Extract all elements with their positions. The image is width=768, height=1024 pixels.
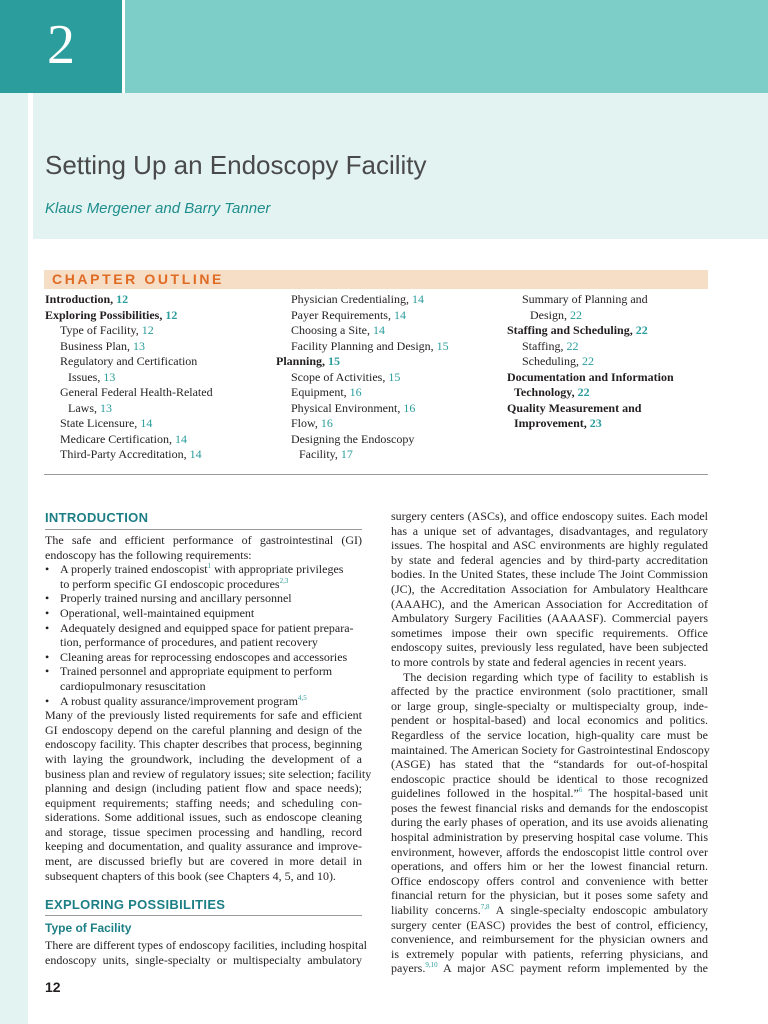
citation: 4,5: [297, 693, 307, 702]
text-line: [391, 509, 708, 524]
text-run: is extremely popular with patients, referring physicians, and: [391, 946, 708, 961]
outline-heading: CHAPTER OUTLINE: [52, 271, 224, 287]
text-line: endoscopy facility. This chapter describes that process, beginning: [45, 737, 362, 752]
text-line: [391, 743, 708, 758]
outline-item-page: 14: [411, 292, 424, 306]
text-line: [60, 591, 362, 606]
text-line: [60, 694, 362, 709]
text-line: business plan and review of regulatory issues; site selection; facility: [45, 766, 372, 781]
outline-item-label: State Licensure,: [60, 416, 138, 430]
bullet-item: [45, 606, 362, 621]
text-run: during the early phases of operation, and its use avoids alienating: [391, 815, 708, 830]
text-run: tion, performance of procedures, and patient recovery: [60, 635, 318, 650]
outline-item-page: 22: [566, 338, 579, 353]
outline-item-page: 16: [403, 400, 416, 415]
type-of-facility-heading: Type of Facility: [45, 921, 132, 935]
text-line: endoscopy units, single-specialty or multispecialty ambulatory: [45, 952, 362, 967]
text-run: financial return for the physician, but it poses some safety and: [391, 888, 708, 903]
text-run: convenience, and reimbursement for the physician owners and: [391, 932, 708, 947]
outline-item-label: Staffing,: [522, 338, 564, 353]
text-run: with appropriate privileges: [211, 562, 344, 577]
text-line: [391, 597, 708, 612]
text-line: [391, 538, 708, 553]
text-run: endoscopy suites, previously less regulated, have been subjected: [391, 640, 708, 655]
heading-rule: [45, 915, 362, 916]
text-run: Office endoscopy offers control and convenience with better: [391, 873, 708, 888]
text-run: to perform specific GI endoscopic procedures: [60, 576, 280, 591]
outline-item-page: 13: [103, 369, 116, 384]
outline-item-label: Introduction,: [45, 292, 114, 306]
outline-item[interactable]: [45, 308, 213, 324]
bullet-dot: •: [45, 591, 50, 606]
outline-item[interactable]: [45, 385, 213, 401]
text-line: [391, 845, 708, 860]
outline-item-page: 14: [393, 307, 406, 322]
text-line: [60, 635, 362, 650]
text-line: with laying the groundwork, including the development of a: [45, 751, 362, 766]
text-line: [391, 801, 708, 816]
introduction-body: [45, 533, 372, 883]
outline-item-page: 14: [140, 416, 153, 430]
text-run: The decision regarding which type of facility to establish is: [403, 669, 708, 684]
text-run: Properly trained nursing and ancillary personnel: [60, 591, 292, 606]
outline-item-label: Planning,: [276, 354, 326, 368]
text-line: [60, 679, 362, 694]
outline-item-label: Technology,: [514, 385, 575, 399]
outline-item[interactable]: [276, 354, 449, 370]
outline-item[interactable]: [507, 354, 674, 370]
outline-item[interactable]: [507, 292, 674, 308]
exploring-possibilities-heading: EXPLORING POSSIBILITIES: [45, 897, 226, 912]
text-run: poses the fewest financial risks and demands for the endoscopist: [391, 800, 708, 815]
text-run: A single-specialty endoscopic ambulatory: [489, 903, 708, 918]
page-number: 12: [45, 979, 61, 995]
text-run: hospital administration by preserving hospital case volume. This: [391, 830, 708, 845]
outline-item-page: 22: [582, 354, 594, 368]
text-run: (ASGE) has stated that the “standards for out-of-hospital: [391, 757, 708, 772]
citation: 2,3: [279, 576, 289, 585]
outline-item-page: 14: [174, 431, 187, 446]
outline-item[interactable]: [507, 385, 674, 401]
outline-item[interactable]: [45, 432, 213, 448]
outline-item-label: Improvement,: [514, 416, 587, 430]
chapter-authors: Klaus Mergener and Barry Tanner: [45, 200, 271, 217]
text-line: [391, 728, 708, 743]
text-line: [391, 815, 708, 830]
text-line: [391, 567, 708, 582]
text-line: [391, 830, 708, 845]
citation: 7,8: [480, 903, 490, 912]
text-run: A major ASC payment reform implemented by the: [437, 961, 708, 976]
text-line: [391, 640, 708, 655]
text-line: [60, 621, 362, 636]
text-run: (JC), the Accreditation Association for Ambulatory Healthcare: [391, 581, 708, 596]
text-line: endoscopy has the following requirements:: [45, 547, 252, 562]
outline-item[interactable]: [507, 308, 674, 324]
text-line: planning and design (including patient flow and space needs);: [45, 781, 362, 796]
text-run: cardiopulmonary resuscitation: [60, 678, 206, 693]
outline-item[interactable]: [507, 401, 674, 417]
text-line: GI endoscopy depend on the careful planning and design of the: [45, 722, 362, 737]
outline-item[interactable]: [45, 339, 213, 355]
text-run: surgery centers (ASCs), and office endoscopy suites. Each model: [391, 509, 708, 523]
outline-item-page: 15: [328, 354, 341, 368]
text-line: keeping and documentation, and quality assurance and improve-: [45, 839, 362, 854]
chapter-number: 2: [47, 14, 75, 76]
text-run: affected by the practice environment (solo practitioner, small: [391, 684, 708, 699]
text-line: and storage, tissue specimen processing and handling, record: [45, 824, 362, 839]
text-run: payers.: [391, 961, 426, 976]
outline-item-label: Scheduling,: [522, 354, 579, 368]
outline-item-label: Physician Credentialing,: [291, 292, 409, 306]
outline-item-label: Choosing a Site,: [291, 323, 371, 337]
text-line: [391, 961, 708, 976]
outline-item-page: 12: [141, 323, 154, 337]
text-line: [391, 786, 708, 801]
text-line: [391, 626, 708, 641]
outline-item-page: 22: [570, 307, 582, 322]
text-run: has a unique set of advantages, disadvantages, and regulatory: [391, 523, 708, 538]
outline-item[interactable]: [507, 339, 674, 355]
text-line: [391, 874, 708, 889]
text-line: [391, 713, 708, 728]
outline-item-page: 15: [436, 338, 449, 353]
text-run: pendent or hospital-based) and local economics and politics.: [391, 713, 708, 728]
outline-item-page: 15: [388, 369, 401, 384]
outline-item-label: Quality Measurement and: [507, 400, 642, 415]
chapter-title: Setting Up an Endoscopy Facility: [45, 150, 427, 180]
text-run: (AAAHC), and the American Association for Accreditation of: [391, 596, 708, 611]
outline-item[interactable]: [276, 447, 449, 463]
outline-item-label: Regulatory and Certification: [60, 354, 198, 368]
text-line: [391, 684, 708, 699]
outline-item[interactable]: [276, 416, 449, 432]
outline-item[interactable]: [276, 401, 449, 417]
outline-item-page: 22: [635, 323, 648, 337]
text-line: equipment requirements; staffing needs; and scheduling con-: [45, 795, 362, 810]
outline-item-page: 16: [349, 385, 362, 399]
heading-rule: [45, 529, 362, 530]
text-run: surgery center (EASC) provides the best of control, efficiency,: [391, 917, 708, 932]
text-line: Many of the previously listed requirements for safe and efficient: [45, 708, 362, 723]
header-band: [125, 0, 768, 93]
outline-item[interactable]: [45, 370, 213, 386]
outline-item-label: Business Plan,: [60, 338, 131, 353]
text-run: environment, however, affords the endoscopist little control over: [391, 844, 708, 859]
text-run: guidelines followed in the hospital.”: [391, 786, 579, 801]
text-line: ment, are discussed briefly but are covered in more detail in: [45, 854, 362, 869]
outline-item-label: Staffing and Scheduling,: [507, 323, 633, 337]
text-run: Adequately designed and equipped space for patient prepara-: [60, 620, 354, 635]
outline-item[interactable]: [507, 323, 674, 339]
outline-column-2: [276, 292, 449, 463]
text-line: [391, 524, 708, 539]
bullet-dot: •: [45, 693, 50, 708]
bullet-item: [45, 591, 362, 606]
text-run: issues. The hospital and ASC environments are highly regulated: [391, 538, 708, 553]
text-line: [391, 947, 708, 962]
outline-item-page: 13: [133, 338, 146, 353]
text-run: maintained. The American Society for Gastrointestinal Endoscopy: [391, 742, 710, 757]
text-run: Regardless of the service location, high-quality care must be: [391, 727, 708, 742]
text-run: by state and federal agencies and by third-party accreditation: [391, 552, 708, 567]
text-line: [391, 859, 708, 874]
text-run: liability concerns.: [391, 903, 481, 918]
text-line: [391, 888, 708, 903]
text-run: A properly trained endoscopist: [60, 562, 208, 577]
text-line: [391, 772, 708, 787]
text-run: to more controls by state and federal agencies in recent years.: [391, 654, 687, 669]
text-run: bodies. In the United States, these include The Joint Commission: [391, 567, 708, 582]
outline-item-label: Design,: [530, 307, 567, 322]
left-margin-band: [0, 93, 28, 1024]
outline-item-page: 12: [116, 292, 129, 306]
bullet-dot: •: [45, 620, 50, 635]
text-line: subsequent chapters of this book (see Chapters 4, 5, and 10).: [45, 868, 336, 883]
text-run: operations, and offers him or her the lowest financial return.: [391, 859, 708, 874]
bullet-item: [45, 664, 362, 693]
outline-item[interactable]: [45, 354, 213, 370]
text-run: Operational, well-maintained equipment: [60, 605, 255, 620]
text-line: [391, 903, 708, 918]
outline-item-label: Flow,: [291, 416, 318, 430]
outline-divider: [44, 474, 708, 475]
outline-item[interactable]: [45, 447, 213, 463]
outline-item-label: Designing the Endoscopy: [291, 431, 415, 446]
text-line: [391, 553, 708, 568]
outline-item-page: 17: [340, 447, 353, 461]
outline-item-label: Issues,: [68, 369, 101, 384]
text-run: Trained personnel and appropriate equipment to perform: [60, 664, 333, 679]
text-line: There are different types of endoscopy facilities, including hospital: [45, 938, 368, 952]
bullet-item: [45, 621, 362, 650]
text-line: [391, 582, 708, 597]
outline-item[interactable]: [45, 416, 213, 432]
outline-item-page: 23: [589, 416, 602, 430]
outline-item-label: General Federal Health-Related: [60, 385, 213, 399]
outline-item-label: Payer Requirements,: [291, 307, 391, 322]
outline-item[interactable]: [276, 292, 449, 308]
text-line: [60, 606, 362, 621]
outline-column-1: [45, 292, 213, 463]
text-line: [391, 699, 708, 714]
bullet-item: [45, 650, 362, 665]
outline-item[interactable]: [45, 292, 213, 308]
text-line: [391, 918, 708, 933]
text-line: [60, 664, 362, 679]
outline-item-label: Third-Party Accreditation,: [60, 447, 187, 461]
text-line: The safe and efficient performance of gastrointestinal (GI): [45, 533, 362, 547]
outline-item[interactable]: [276, 308, 449, 324]
outline-item-label: Type of Facility,: [60, 323, 139, 337]
outline-item[interactable]: [507, 416, 674, 432]
outline-item-label: Equipment,: [291, 385, 347, 399]
text-run: Ambulatory Surgery Facilities (AAAASF). Commercial payers: [391, 611, 708, 626]
outline-item-label: Exploring Possibilities,: [45, 307, 163, 322]
outline-item[interactable]: [276, 339, 449, 355]
text-run: Cleaning areas for reprocessing endoscopes and accessories: [60, 649, 348, 664]
outline-item-label: Laws,: [68, 400, 97, 415]
bullet-item: [45, 562, 362, 591]
outline-item-label: Documentation and Information: [507, 369, 674, 384]
text-line: [60, 577, 362, 592]
bullet-item: [45, 694, 362, 709]
text-line: [60, 650, 362, 665]
text-line: siderations. Some additional issues, such as endoscope cleaning: [45, 810, 362, 825]
outline-item-label: Facility Planning and Design,: [291, 338, 434, 353]
outline-item[interactable]: [507, 370, 674, 386]
outline-item-page: 12: [165, 307, 178, 322]
text-run: sometimes impose their own specific requirements. Office: [391, 625, 708, 640]
introduction-heading: INTRODUCTION: [45, 510, 149, 525]
outline-item[interactable]: [45, 401, 213, 417]
bullet-dot: •: [45, 605, 50, 620]
bullet-dot: •: [45, 562, 50, 577]
text-line: [391, 655, 708, 670]
outline-item-label: Scope of Activities,: [291, 369, 386, 384]
text-line: [391, 757, 708, 772]
outline-item[interactable]: [276, 323, 449, 339]
text-line: [391, 611, 708, 626]
outline-item[interactable]: [276, 370, 449, 386]
outline-item-page: 13: [100, 400, 112, 415]
outline-item-page: 14: [189, 447, 202, 461]
text-run: A robust quality assurance/improvement program: [60, 693, 298, 708]
right-column-body: [391, 509, 708, 976]
outline-item-page: 16: [320, 416, 333, 430]
text-line: [60, 562, 362, 577]
bullet-dot: •: [45, 649, 50, 664]
type-of-facility-body: [45, 938, 368, 967]
outline-item-label: Summary of Planning and: [522, 292, 648, 306]
outline-item-page: 14: [373, 323, 386, 337]
citation: 1: [207, 562, 212, 571]
text-run: endoscopic practice should be identical to those recognized: [391, 771, 708, 786]
outline-column-3: [507, 292, 674, 432]
outline-item[interactable]: [45, 323, 213, 339]
citation: 9,10: [425, 961, 438, 970]
outline-item-label: Medicare Certification,: [60, 431, 172, 446]
outline-item-label: Facility,: [299, 447, 338, 461]
bullet-dot: •: [45, 664, 50, 679]
citation: 6: [578, 786, 583, 795]
outline-item-label: Physical Environment,: [291, 400, 401, 415]
outline-item-page: 22: [577, 385, 590, 399]
text-line: [391, 670, 708, 685]
text-run: or large group, single-specialty or multispecialty group, inde-: [391, 698, 708, 713]
text-run: The hospital-based unit: [582, 786, 708, 801]
outline-item[interactable]: [276, 385, 449, 401]
outline-item[interactable]: [276, 432, 449, 448]
text-line: [391, 932, 708, 947]
